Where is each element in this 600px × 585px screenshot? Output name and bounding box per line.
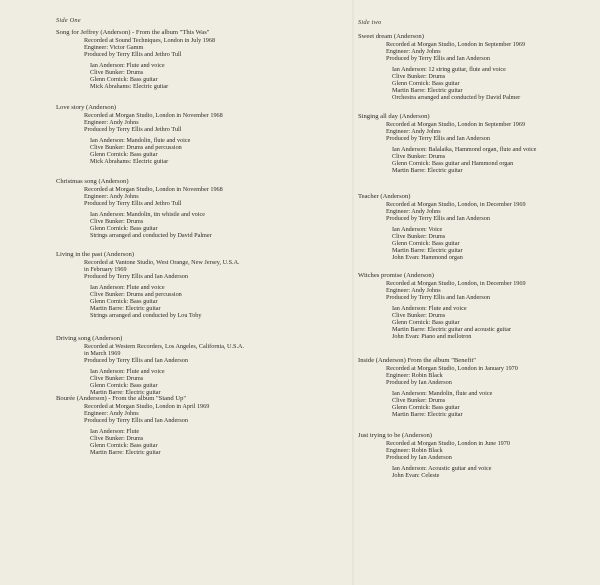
recording-line: Engineer: Robin Black — [386, 446, 443, 454]
recording-line: Recorded at Morgan Studio, London in April 1969 — [84, 402, 210, 410]
track-title: Living in the past (Anderson) — [56, 251, 135, 258]
personnel-line: Martin Barre: Electric guitar — [392, 247, 463, 255]
recording-details — [84, 403, 209, 424]
recording-details — [386, 440, 510, 461]
personnel-line: Ian Anderson: Balalaika, Hammond organ, flute and voice — [392, 145, 537, 153]
personnel-list — [392, 390, 518, 418]
track-title: Christmas song (Anderson) — [56, 178, 129, 185]
personnel-line: Ian Anderson: 12 string guitar, flute and voice — [392, 65, 506, 73]
personnel-line: Ian Anderson: Flute and voice — [90, 283, 165, 291]
track-entry — [56, 178, 223, 239]
recording-line: Produced by Terry Ellis and Jethro Tull — [84, 125, 182, 133]
recording-line: Produced by Terry Ellis and Ian Anderson — [84, 356, 188, 364]
recording-line: Recorded at Morgan Studio, London in June 1970 — [386, 439, 510, 447]
personnel-line: Martin Barre: Electric guitar — [90, 389, 161, 397]
personnel-line: Mick Abrahams: Electric guitar — [90, 158, 169, 166]
track-title: Sweet dream (Anderson) — [358, 33, 424, 40]
personnel-line: Ian Anderson: Flute and voice — [90, 61, 165, 69]
recording-line: in March 1969 — [84, 349, 121, 357]
personnel-line: Martin Barre: Electric guitar — [392, 87, 463, 95]
fold-crease — [352, 0, 354, 585]
personnel-line: Orchestra arranged and conducted by David Palmer — [392, 94, 521, 102]
recording-details — [386, 365, 518, 386]
track-entry — [56, 251, 240, 319]
personnel-line: Glenn Cornick: Bass guitar — [392, 80, 460, 88]
recording-line: Engineer: Andy Johns — [84, 192, 139, 200]
personnel-list — [392, 305, 526, 340]
recording-line: Engineer: Andy Johns — [386, 127, 441, 135]
recording-line: Engineer: Robin Black — [386, 371, 443, 379]
track-entry — [358, 272, 526, 340]
recording-line: Produced by Ian Anderson — [386, 378, 452, 386]
personnel-line: Glenn Cornick: Bass guitar — [392, 404, 460, 412]
track-title: Song for Jeffrey (Anderson) - From the album "This Was" — [56, 29, 210, 36]
recording-line: Engineer: Andy Johns — [386, 286, 441, 294]
track-entry — [56, 29, 215, 90]
recording-details — [84, 37, 215, 58]
recording-line: Produced by Terry Ellis and Ian Anderson — [84, 272, 188, 280]
personnel-line: Clive Bunker: Drums — [392, 232, 446, 240]
personnel-line: Mick Abrahams: Electric guitar — [90, 83, 169, 91]
personnel-list — [392, 146, 536, 174]
side-one-heading: Side One — [56, 17, 81, 24]
personnel-line: Ian Anderson: Mandolin, flute and voice — [392, 389, 493, 397]
personnel-list — [392, 66, 525, 101]
personnel-line: Ian Anderson: Flute and voice — [90, 367, 165, 375]
personnel-line: Ian Anderson: Flute — [90, 427, 140, 435]
side-two-heading: Side two — [358, 19, 382, 26]
track-entry — [56, 395, 209, 456]
personnel-list — [392, 465, 510, 479]
personnel-line: Glenn Cornick: Bass guitar — [90, 151, 158, 159]
track-entry — [358, 193, 526, 261]
personnel-line: Glenn Cornick: Bass guitar — [392, 240, 460, 248]
track-title: Witches promise (Anderson) — [358, 272, 434, 279]
recording-line: Recorded at Morgan Studio, London in January 1970 — [386, 364, 518, 372]
recording-line: Recorded at Western Recorders, Los Angeles, California, U.S.A. — [84, 342, 245, 350]
personnel-line: Ian Anderson: Voice — [392, 225, 443, 233]
personnel-line: Clive Bunker: Drums — [90, 217, 144, 225]
personnel-line: Martin Barre: Electric guitar — [90, 305, 161, 313]
personnel-line: Ian Anderson: Mandolin, flute and voice — [90, 136, 191, 144]
recording-details — [386, 41, 525, 62]
recording-line: Produced by Terry Ellis and Jethro Tull — [84, 199, 182, 207]
recording-line: in February 1969 — [84, 265, 127, 273]
track-entry — [358, 113, 536, 174]
recording-details — [84, 259, 240, 280]
personnel-line: Martin Barre: Electric guitar — [392, 167, 463, 175]
personnel-line: Clive Bunker: Drums — [392, 152, 446, 160]
recording-details — [386, 201, 526, 222]
personnel-line: Strings arranged and conducted by Lou Toby — [90, 312, 202, 320]
track-entry — [358, 33, 525, 101]
recording-details — [84, 343, 244, 364]
recording-line: Recorded at Sound Techniques, London in July 1968 — [84, 36, 216, 44]
personnel-line: Glenn Cornick: Bass guitar — [90, 298, 158, 306]
track-title: Bourée (Anderson) - From the album "Stand Up" — [56, 395, 187, 402]
recording-line: Engineer: Victor Gamm — [84, 43, 144, 51]
personnel-line: Clive Bunker: Drums — [392, 396, 446, 404]
recording-line: Recorded at Morgan Studio, London, in December 1969 — [386, 200, 526, 208]
track-title: Love story (Anderson) — [56, 104, 117, 111]
recording-details — [84, 186, 223, 207]
recording-line: Engineer: Andy Johns — [386, 207, 441, 215]
recording-line: Recorded at Morgan Studio, London in November 1968 — [84, 185, 223, 193]
personnel-list — [392, 226, 526, 261]
recording-details — [386, 280, 526, 301]
personnel-line: Martin Barre: Electric guitar — [90, 449, 161, 457]
recording-line: Recorded at Morgan Studio, London in November 1968 — [84, 111, 223, 119]
personnel-line: John Evan: Piano and mellotron — [392, 333, 472, 341]
personnel-list — [90, 137, 223, 165]
personnel-line: Glenn Cornick: Bass guitar and Hammond organ — [392, 160, 514, 168]
personnel-line: Clive Bunker: Drums — [90, 434, 144, 442]
personnel-line: Martin Barre: Electric guitar — [392, 411, 463, 419]
personnel-line: Clive Bunker: Drums — [392, 311, 446, 319]
recording-line: Engineer: Andy Johns — [84, 409, 139, 417]
personnel-line: Clive Bunker: Drums and percussion — [90, 143, 182, 151]
personnel-line: Clive Bunker: Drums — [392, 72, 446, 80]
track-entry — [358, 432, 510, 479]
recording-line: Produced by Terry Ellis and Jethro Tull — [84, 50, 182, 58]
recording-details — [84, 112, 223, 133]
track-title: Driving song (Anderson) — [56, 335, 123, 342]
personnel-list — [90, 62, 215, 90]
personnel-line: Glenn Cornick: Bass guitar — [90, 382, 158, 390]
track-entry — [358, 357, 518, 418]
track-entry — [56, 335, 244, 396]
recording-line: Produced by Terry Ellis and Ian Anderson — [386, 293, 490, 301]
track-title: Inside (Anderson) From the album "Benefit" — [358, 357, 477, 364]
recording-line: Produced by Ian Anderson — [386, 453, 452, 461]
track-title: Singing all day (Anderson) — [358, 113, 430, 120]
personnel-line: Glenn Cornick: Bass guitar — [90, 442, 158, 450]
personnel-line: Ian Anderson: Acoustic guitar and voice — [392, 464, 492, 472]
recording-line: Produced by Terry Ellis and Ian Anderson — [386, 214, 490, 222]
track-title: Teacher (Anderson) — [358, 193, 411, 200]
personnel-list — [90, 428, 209, 456]
recording-line: Produced by Terry Ellis and Ian Anderson — [386, 134, 490, 142]
personnel-line: Clive Bunker: Drums — [90, 374, 144, 382]
personnel-line: Martin Barre: Electric guitar and acoustic guitar — [392, 326, 511, 334]
recording-details — [386, 121, 536, 142]
personnel-list — [90, 368, 244, 396]
recording-line: Recorded at Morgan Studio, London, in December 1969 — [386, 279, 526, 287]
recording-line: Engineer: Andy Johns — [386, 47, 441, 55]
track-entry — [56, 104, 223, 165]
personnel-line: Ian Anderson: Mandolin, tin whistle and voice — [90, 210, 205, 218]
track-title: Just trying to be (Anderson) — [358, 432, 432, 439]
personnel-line: Strings arranged and conducted by David Palmer — [90, 232, 212, 240]
recording-line: Produced by Terry Ellis and Ian Anderson — [386, 54, 490, 62]
personnel-line: Clive Bunker: Drums and percussion — [90, 290, 182, 298]
personnel-line: Clive Bunker: Drums — [90, 68, 144, 76]
recording-line: Produced by Terry Ellis and Ian Anderson — [84, 416, 188, 424]
recording-line: Recorded at Morgan Studio, London in September 1969 — [386, 40, 526, 48]
personnel-line: Glenn Cornick: Bass guitar — [90, 76, 158, 84]
personnel-line: Glenn Cornick: Bass guitar — [392, 319, 460, 327]
recording-line: Engineer: Andy Johns — [84, 118, 139, 126]
personnel-line: Glenn Cornick: Bass guitar — [90, 225, 158, 233]
personnel-list — [90, 284, 240, 319]
personnel-line: John Evan: Hammond organ — [392, 254, 463, 262]
personnel-line: John Evan: Celeste — [392, 471, 440, 479]
personnel-list — [90, 211, 223, 239]
recording-line: Recorded at Vantone Studio, West Orange, New Jersey, U.S.A. — [84, 258, 240, 266]
personnel-line: Ian Anderson: Flute and voice — [392, 304, 467, 312]
recording-line: Recorded at Morgan Studio, London in September 1969 — [386, 120, 526, 128]
